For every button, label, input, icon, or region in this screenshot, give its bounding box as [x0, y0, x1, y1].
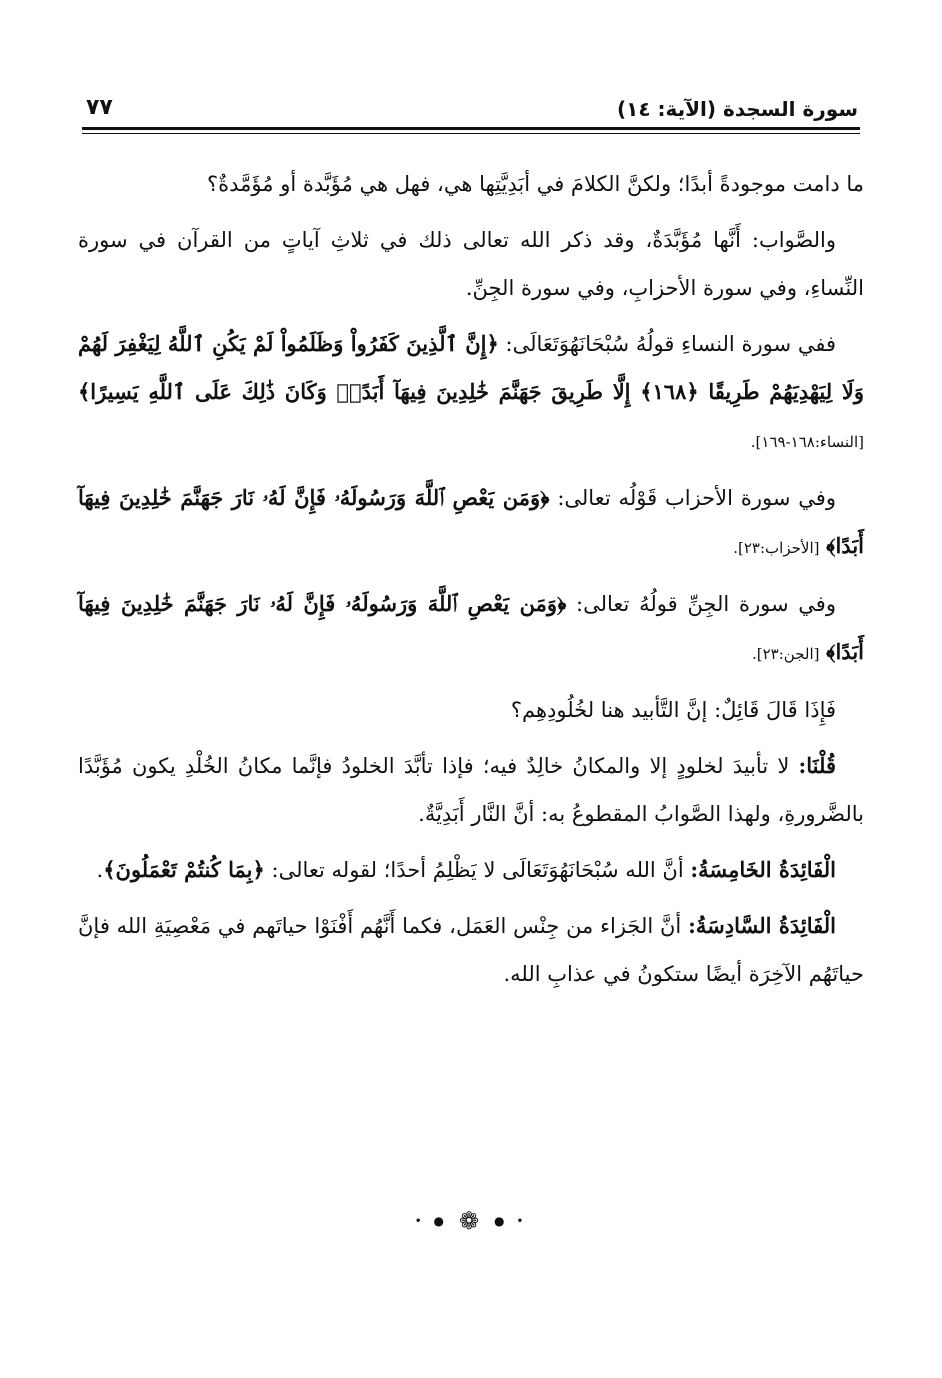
- quran-verse: ﴿وَمَن يَعْصِ ٱللَّهَ وَرَسُولَهُۥ فَإِنَّ لَهُۥ نَارَ جَهَنَّمَ خَٰلِدِينَ فِيهَآ أَبَدًا﴾: [78, 591, 864, 664]
- paragraph-intro: وفي سورة الأحزاب قَوْلُه تعالى:: [557, 486, 836, 510]
- paragraph-7: [78, 742, 864, 838]
- header-rule: [82, 127, 860, 130]
- paragraph-text: ما دامت موجودةً أبدًا؛ ولكنَّ الكلامَ في أبَدِيَّتِها هي، فهل هي مُؤَبَّدة أو مُؤَمَّدةٌ؟: [207, 172, 864, 196]
- paragraph-text: والصَّواب: أَنَّها مُؤَبَّدَةٌ، وقد ذكر الله تعالى ذلك في ثلاثِ آياتٍ من القرآن في سورة النِّساءِ، وفي سورة الأحزابِ، وفي سورة الجِنِّ.: [78, 228, 864, 300]
- running-head-title: سورة السجدة (الآية: ١٤): [617, 97, 858, 121]
- paragraph-5: [78, 580, 864, 678]
- paragraph-lead: الْفَائِدَةُ السَّادِسَةُ:: [688, 913, 837, 938]
- quran-verse: ﴿إِنَّ ٱلَّذِينَ كَفَرُواْ وَظَلَمُواْ لَمْ يَكُنِ ٱللَّهُ لِيَغْفِرَ لَهُمْ وَلَا لِيَهْدِيَهُمْ طَرِيقًا ﴿١٦٨﴾ إِلَّا طَرِيقَ جَهَنَّمَ خَٰلِدِينَ فِيهَآ أَبَدًاۚ وَكَانَ ذَٰلِكَ عَلَى ٱللَّهِ يَسِيرًا﴾: [78, 331, 864, 404]
- paragraph-intro: ففي سورة النساءِ قولُهُ سُبْحَانَهُوَتَعَالَى:: [505, 332, 836, 356]
- verse-reference: [الجن:٢٣].: [751, 645, 820, 663]
- paragraph-1: [78, 160, 864, 208]
- paragraph-intro: وفي سورة الجِنِّ قولُهُ تعالى:: [576, 592, 836, 616]
- paragraph-text: لا تأبيدَ لخلودٍ إلا والمكانُ خالِدٌ فيه؛ فإذا تأبَّدَ الخلودُ فإنَّما مكانُ الخُلْدِ يكون مُؤَبَّدًا بالضَّرورةِ، ولهذا الصَّوابُ المقطوعُ به: أنَّ النَّار أَبَدِيَّةٌ.: [78, 754, 864, 826]
- header-rule-thin: [82, 133, 860, 134]
- paragraph-6: [78, 686, 864, 734]
- verse-reference: .: [96, 858, 104, 882]
- verse-reference: [الأحزاب:٢٣].: [733, 539, 820, 557]
- ornament-flower-icon: ❁: [458, 1207, 484, 1235]
- section-end-ornament: [0, 1207, 942, 1235]
- paragraph-text: أنَّ الجَزاء من جِنْس العَمَل، فكما أَنَّهُم أَفْنَوْا حياتَهم في مَعْصِيَةِ الله فإنَّ حياتَهُم الآخِرَة أيضًا ستكونُ في عذابِ الله.: [78, 914, 864, 986]
- page-number: ٧٧: [86, 95, 113, 120]
- paragraph-text: فَإِذَا قَالَ قَائِلٌ: إنَّ التَّأبيد هنا لخُلُودِهِم؟: [510, 698, 836, 722]
- paragraph-lead: الْفَائِدَةُ الخَامِسَةُ:: [690, 857, 836, 882]
- verse-reference: [النساء:١٦٨-١٦٩].: [750, 433, 864, 451]
- paragraph-3: [78, 320, 864, 466]
- ornament-dots-left: • ●: [414, 1214, 448, 1228]
- paragraph-9: [78, 902, 864, 998]
- page-header: [82, 92, 860, 128]
- page-body: [78, 160, 864, 1006]
- quran-verse: ﴿وَمَن يَعْصِ ٱللَّهَ وَرَسُولَهُۥ فَإِنَّ لَهُۥ نَارَ جَهَنَّمَ خَٰلِدِينَ فِيهَآ أَبَدًا﴾: [78, 485, 864, 558]
- paragraph-text: أنَّ الله سُبْحَانَهُوَتَعَالَى لا يَظْلِمُ أحدًا؛ لقوله تعالى:: [271, 858, 684, 882]
- quran-verse: ﴿بِمَا كُنتُمْ تَعْمَلُونَ﴾: [103, 857, 265, 882]
- paragraph-4: [78, 474, 864, 572]
- paragraph-8: [78, 846, 864, 894]
- ornament-dots-right: ● •: [494, 1214, 528, 1228]
- paragraph-lead: قُلْنَا:: [798, 753, 836, 778]
- paragraph-2: [78, 216, 864, 312]
